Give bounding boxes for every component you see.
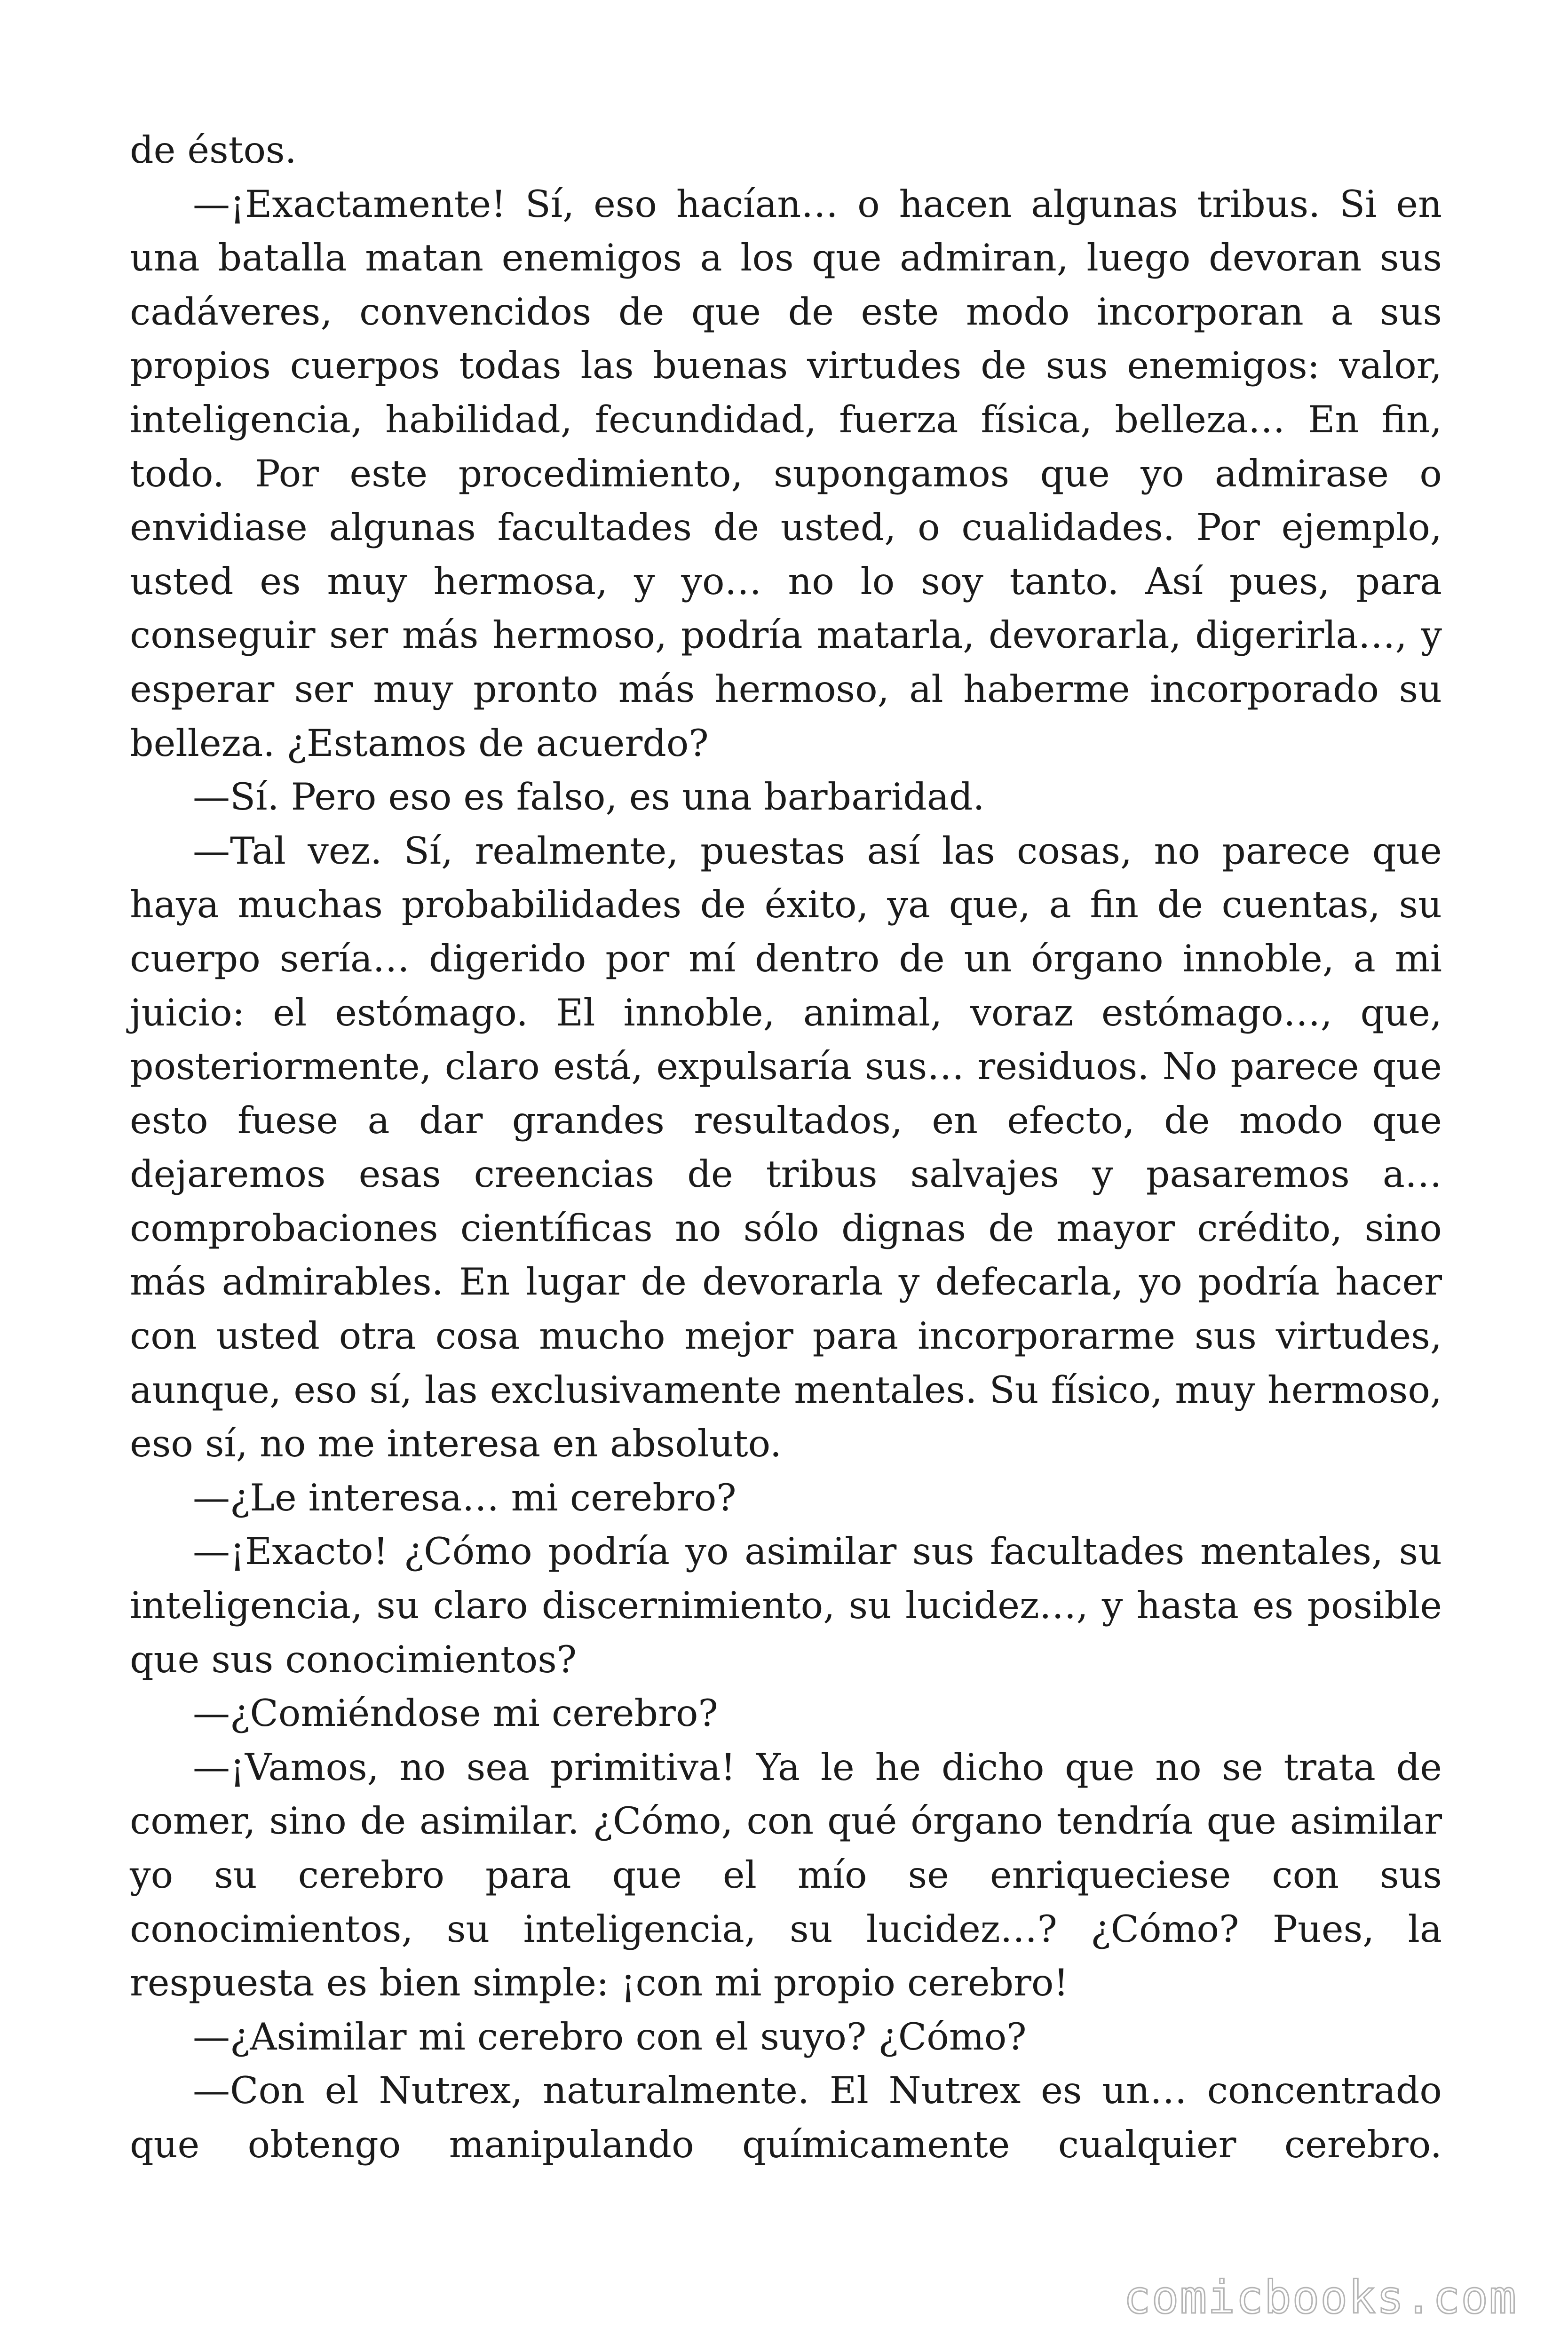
paragraph-10: —Con el Nutrex, naturalmente. El Nutrex es un… concentrado que obtengo manipulando químicamente cualquier cerebro. [130, 2069, 1442, 2166]
paragraph-4: —Tal vez. Sí, realmente, puestas así las cosas, no parece que haya muchas probabilidades de éxito, ya que, a fin de cuentas, su cuerpo sería… digerido por mí dentro de un órgano innoble, a mi juicio: el estómago. El innoble, animal, voraz estómago…, que, posteriormente, claro está, expulsaría sus… residuos. No parece que esto fuese a dar grandes resultados, en efecto, de modo que dejaremos esas creencias de tribus salvajes y pasaremos a… comprobaciones científicas no sólo dignas de mayor crédito, sino más admirables. En lugar de devorarla y defecarla, yo podría hacer con usted otra cosa mucho mejor para incorporarme sus virtudes, aunque, eso sí, las exclusivamente mentales. Su físico, muy hermoso, eso sí, no me interesa en absoluto. [130, 829, 1442, 1466]
paragraph-3: —Sí. Pero eso es falso, es una barbaridad. [193, 775, 985, 819]
paragraph-1: de éstos. [130, 128, 297, 172]
paragraph-9: —¿Asimilar mi cerebro con el suyo? ¿Cómo? [193, 2015, 1027, 2058]
paragraph-7: —¿Comiéndose mi cerebro? [193, 1692, 718, 1735]
page-body-text [130, 123, 1442, 2172]
paragraph-5: —¿Le interesa… mi cerebro? [193, 1476, 736, 1519]
paragraph-2: —¡Exactamente! Sí, eso hacían… o hacen algunas tribus. Si en una batalla matan enemigos a los que admiran, luego devoran sus cadáveres, convencidos de que de este modo incorporan a sus propios cuerpos todas las buenas virtudes de sus enemigos: valor, inteligencia, habilidad, fecundidad, fuerza física, belleza… En fin, todo. Por este procedimiento, supongamos que yo admirase o envidiase algunas facultades de usted, o cualidades. Por ejemplo, usted es muy hermosa, y yo… no lo soy tanto. Así pues, para conseguir ser más hermoso, podría matarla, devorarla, digerirla…, y esperar ser muy pronto más hermoso, al haberme incorporado su belleza. ¿Estamos de acuerdo? [130, 182, 1442, 765]
watermark: comicbooks.com [1123, 2271, 1517, 2324]
paragraph-8: —¡Vamos, no sea primitiva! Ya le he dicho que no se trata de comer, sino de asimilar. ¿Cómo, con qué órgano tendría que asimilar yo su cerebro para que el mío se enriqueciese con sus conocimientos, su inteligencia, su lucidez…? ¿Cómo? Pues, la respuesta es bien simple: ¡con mi propio cerebro! [130, 1745, 1442, 2005]
paragraph-6: —¡Exacto! ¿Cómo podría yo asimilar sus facultades mentales, su inteligencia, su claro discernimiento, su lucidez…, y hasta es posible que sus conocimientos? [130, 1530, 1442, 1681]
